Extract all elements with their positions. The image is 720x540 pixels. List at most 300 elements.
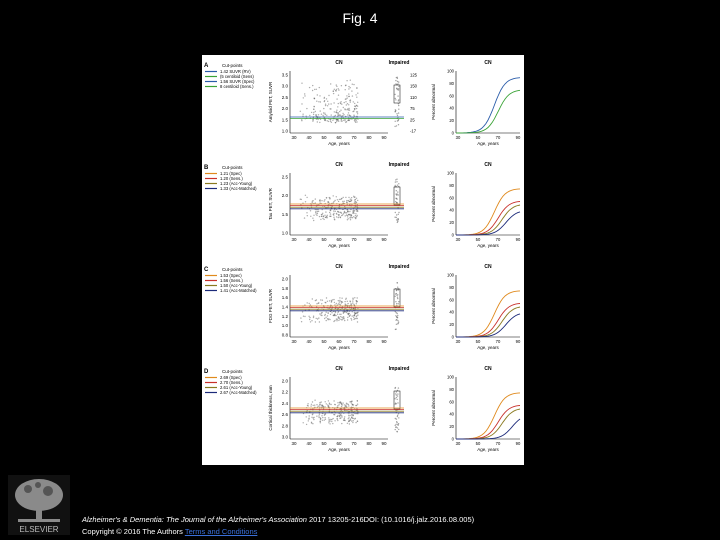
impaired-point [395, 387, 396, 388]
y-tick-label: 2.5 [281, 174, 288, 180]
y-tick-label: 2.5 [281, 94, 288, 100]
right-tick-label: 125 [410, 72, 417, 78]
scatter-point [344, 404, 345, 405]
scatter-point [338, 316, 339, 317]
scatter-point [313, 109, 314, 110]
scatter-point [312, 202, 313, 203]
scatter-point [326, 98, 327, 99]
scatter-point [331, 312, 332, 313]
scatter-point [355, 199, 356, 200]
scatter-point [303, 422, 304, 423]
scatter-point [318, 417, 319, 418]
scatter-point [306, 416, 307, 417]
impaired-point [397, 393, 398, 394]
scatter-point [315, 300, 316, 301]
impaired-point [398, 214, 399, 215]
scatter-point [345, 197, 346, 198]
scatter-point [325, 314, 326, 315]
scatter-point [336, 216, 337, 217]
scatter-point [354, 121, 355, 122]
scatter-point [357, 312, 358, 313]
scatter-point [318, 415, 319, 416]
impaired-point [396, 198, 397, 199]
scatter-point [345, 89, 346, 90]
scatter-point [328, 95, 329, 96]
scatter-point [353, 415, 354, 416]
legend-item: 1.56 (Sens.) [220, 278, 243, 283]
impaired-point [396, 421, 397, 422]
impaired-point [395, 425, 396, 426]
impaired-point [397, 289, 398, 290]
impaired-point [398, 124, 399, 125]
impaired-point [398, 423, 399, 424]
elsevier-tree-icon [8, 475, 70, 535]
legend-title: Cut-points [222, 267, 243, 272]
impaired-point [397, 399, 398, 400]
header-cn: CN [335, 366, 343, 372]
scatter-point [313, 114, 314, 115]
scatter-point [357, 93, 358, 94]
pct-y-tick: 60 [449, 195, 454, 201]
impaired-point [397, 287, 398, 288]
impaired-point [396, 290, 397, 291]
scatter-point [355, 106, 356, 107]
y-tick-label: 1.5 [281, 211, 288, 217]
scatter-point [334, 302, 335, 303]
scatter-point [333, 210, 334, 211]
scatter-point [335, 315, 336, 316]
x-tick-label: 30 [291, 441, 297, 446]
impaired-point [397, 395, 398, 396]
scatter-point [350, 318, 351, 319]
pct-y-tick: 20 [449, 220, 454, 226]
impaired-point [396, 214, 397, 215]
legend-item: 1.23 (Acc-Young) [220, 181, 253, 186]
scatter-point [343, 213, 344, 214]
scatter-point [341, 415, 342, 416]
scatter-point [333, 91, 334, 92]
scatter-point [344, 418, 345, 419]
scatter-point [333, 400, 334, 401]
scatter-point [345, 215, 346, 216]
impaired-point [398, 81, 399, 82]
scatter-point [317, 211, 318, 212]
y-tick-label: 1.5 [281, 117, 288, 123]
pct-x-tick: 90 [515, 441, 521, 446]
scatter-point [320, 418, 321, 419]
scatter-point [321, 401, 322, 402]
scatter-point [334, 414, 335, 415]
scatter-point [321, 200, 322, 201]
scatter-point [321, 415, 322, 416]
scatter-point [339, 111, 340, 112]
scatter-point [347, 423, 348, 424]
scatter-point [304, 95, 305, 96]
legend-item: 2.61 (Acc-Young) [220, 385, 253, 390]
impaired-point [395, 98, 396, 99]
scatter-point [338, 88, 339, 89]
scatter-point [352, 300, 353, 301]
impaired-point [398, 301, 399, 302]
legend-title: Cut-points [222, 165, 243, 170]
scatter-point [354, 103, 355, 104]
pct-header: CN [484, 366, 492, 372]
scatter-point [352, 422, 353, 423]
citation-line [82, 514, 474, 526]
impaired-point [397, 313, 398, 314]
impaired-point [394, 94, 395, 95]
pct-x-tick: 70 [495, 237, 501, 242]
scatter-point [352, 111, 353, 112]
pct-y-tick: 100 [447, 374, 454, 380]
scatter-point [338, 211, 339, 212]
scatter-point [317, 94, 318, 95]
scatter-point [351, 217, 352, 218]
scatter-point [314, 89, 315, 90]
impaired-point [398, 303, 399, 304]
impaired-point [395, 181, 396, 182]
pct-y-tick: 0 [451, 436, 454, 442]
impaired-point [398, 105, 399, 106]
scatter-point [333, 217, 334, 218]
scatter-point [354, 108, 355, 109]
scatter-point [344, 320, 345, 321]
scatter-point [334, 219, 335, 220]
scatter-point [319, 402, 320, 403]
scatter-point [312, 423, 313, 424]
scatter-point [321, 405, 322, 406]
impaired-point [398, 424, 399, 425]
x-tick-label: 90 [381, 237, 387, 242]
scatter-point [325, 114, 326, 115]
scatter-point [313, 419, 314, 420]
impaired-point [396, 219, 397, 220]
scatter-point [319, 414, 320, 415]
scatter-point [321, 216, 322, 217]
scatter-point [355, 418, 356, 419]
scatter-point [339, 300, 340, 301]
scatter-point [324, 98, 325, 99]
y-axis-label: Tau PET, SUVR [268, 188, 273, 220]
scatter-point [346, 201, 347, 202]
pct-header: CN [484, 162, 492, 168]
scatter-point [318, 406, 319, 407]
impaired-point [396, 190, 397, 191]
x-tick-label: 50 [321, 441, 327, 446]
impaired-point [398, 413, 399, 414]
pct-x-label: Age, years [477, 447, 499, 452]
impaired-point [398, 212, 399, 213]
scatter-point [348, 108, 349, 109]
scatter-point [335, 312, 336, 313]
scatter-point [315, 198, 316, 199]
impaired-point [397, 431, 398, 432]
scatter-point [317, 213, 318, 214]
header-impaired: Impaired [388, 264, 410, 270]
scatter-point [323, 216, 324, 217]
scatter-point [350, 87, 351, 88]
scatter-point [353, 115, 354, 116]
scatter-point [346, 406, 347, 407]
scatter-point [356, 301, 357, 302]
impaired-point [398, 103, 399, 104]
pct-y-tick: 40 [449, 207, 454, 213]
impaired-point [396, 181, 397, 182]
legend-item: 2.67 (Acc-Matched) [220, 390, 257, 395]
scatter-point [300, 111, 301, 112]
pct-y-tick: 60 [449, 399, 454, 405]
pct-x-label: Age, years [477, 243, 499, 248]
right-tick-label: 75 [410, 106, 415, 112]
scatter-point [326, 115, 327, 116]
scatter-point [305, 195, 306, 196]
x-tick-label: 80 [366, 135, 372, 140]
scatter-point [312, 298, 313, 299]
scatter-point [326, 197, 327, 198]
scatter-point [328, 422, 329, 423]
scatter-point [337, 405, 338, 406]
scatter-point [304, 217, 305, 218]
scatter-point [342, 115, 343, 116]
scatter-point [333, 201, 334, 202]
pct-y-tick: 80 [449, 182, 454, 188]
scatter-point [348, 119, 349, 120]
scatter-point [352, 95, 353, 96]
scatter-point [325, 105, 326, 106]
impaired-point [397, 95, 398, 96]
pct-header: CN [484, 60, 492, 66]
impaired-point [394, 398, 395, 399]
scatter-point [344, 301, 345, 302]
y-tick-label: 1.8 [281, 285, 288, 291]
scatter-point [343, 107, 344, 108]
impaired-point [395, 110, 396, 111]
scatter-point [325, 401, 326, 402]
y-tick-label: 1.0 [281, 323, 288, 329]
impaired-point [397, 221, 398, 222]
scatter-point [329, 319, 330, 320]
scatter-point [329, 403, 330, 404]
scatter-point [355, 213, 356, 214]
scatter-point [309, 115, 310, 116]
x-tick-label: 40 [306, 237, 312, 242]
scatter-point [338, 317, 339, 318]
panel-letter: D [204, 369, 209, 375]
scatter-point [340, 216, 341, 217]
x-tick-label: 70 [351, 339, 357, 344]
impaired-point [398, 183, 399, 184]
pct-curve [456, 393, 520, 439]
impaired-point [396, 316, 397, 317]
scatter-point [344, 108, 345, 109]
scatter-point [333, 299, 334, 300]
scatter-point [337, 420, 338, 421]
scatter-point [350, 80, 351, 81]
scatter-point [332, 418, 333, 419]
scatter-point [325, 104, 326, 105]
impaired-point [397, 282, 398, 283]
scatter-point [340, 314, 341, 315]
figure-title: Fig. 4 [342, 10, 378, 26]
scatter-point [351, 197, 352, 198]
impaired-point [396, 391, 397, 392]
impaired-point [395, 293, 396, 294]
scatter-point [324, 318, 325, 319]
scatter-point [301, 321, 302, 322]
scatter-point [324, 199, 325, 200]
header-cn: CN [335, 162, 343, 168]
x-tick-label: 80 [366, 339, 372, 344]
pct-curve [456, 90, 520, 133]
scatter-point [347, 97, 348, 98]
scatter-point [337, 304, 338, 305]
scatter-point [311, 320, 312, 321]
pct-x-tick: 50 [475, 441, 481, 446]
impaired-point [397, 320, 398, 321]
scatter-point [349, 96, 350, 97]
scatter-point [324, 417, 325, 418]
scatter-point [308, 316, 309, 317]
scatter-point [329, 423, 330, 424]
x-tick-label: 90 [381, 339, 387, 344]
scatter-point [351, 304, 352, 305]
scatter-point [310, 321, 311, 322]
scatter-point [331, 114, 332, 115]
scatter-point [357, 400, 358, 401]
scatter-point [319, 95, 320, 96]
scatter-point [352, 404, 353, 405]
impaired-point [397, 427, 398, 428]
impaired-point [396, 397, 397, 398]
y-tick-label: 2.0 [281, 106, 288, 112]
scatter-point [343, 114, 344, 115]
scatter-point [332, 299, 333, 300]
scatter-point [338, 320, 339, 321]
scatter-point [333, 315, 334, 316]
scatter-point [309, 87, 310, 88]
scatter-point [328, 417, 329, 418]
scatter-point [356, 210, 357, 211]
scatter-point [313, 215, 314, 216]
impaired-point [395, 427, 396, 428]
journal-name: Alzheimer's & Dementia: The Journal of the Alzheimer's Association [82, 515, 307, 524]
scatter-point [335, 90, 336, 91]
scatter-point [357, 404, 358, 405]
pct-header: CN [484, 264, 492, 270]
scatter-point [314, 400, 315, 401]
impaired-point [396, 202, 397, 203]
scatter-point [344, 406, 345, 407]
scatter-point [343, 197, 344, 198]
scatter-point [333, 93, 334, 94]
scatter-point [327, 101, 328, 102]
scatter-point [341, 319, 342, 320]
scatter-point [312, 90, 313, 91]
scatter-point [356, 97, 357, 98]
scatter-point [325, 317, 326, 318]
scatter-point [356, 105, 357, 106]
impaired-point [398, 112, 399, 113]
right-tick-label: 110 [410, 94, 417, 100]
figure-panel [202, 55, 524, 465]
impaired-point [395, 99, 396, 100]
scatter-point [328, 103, 329, 104]
pct-y-tick: 80 [449, 80, 454, 86]
scatter-point [336, 320, 337, 321]
scatter-point [348, 420, 349, 421]
scatter-point [341, 317, 342, 318]
impaired-point [395, 212, 396, 213]
scatter-point [325, 217, 326, 218]
legend-title: Cut-points [222, 63, 243, 68]
scatter-point [356, 111, 357, 112]
scatter-point [347, 319, 348, 320]
scatter-point [316, 89, 317, 90]
pct-x-tick: 70 [495, 441, 501, 446]
scatter-point [349, 110, 350, 111]
scatter-point [330, 314, 331, 315]
scatter-point [348, 218, 349, 219]
scatter-point [304, 316, 305, 317]
pct-curve [456, 189, 520, 235]
scatter-point [303, 316, 304, 317]
scatter-point [347, 301, 348, 302]
scatter-point [313, 119, 314, 120]
scatter-point [348, 197, 349, 198]
scatter-point [355, 318, 356, 319]
right-tick-label: 150 [410, 83, 417, 89]
scatter-point [332, 423, 333, 424]
pct-y-label: Percent abnormal [431, 390, 436, 426]
terms-link[interactable]: Terms and Conditions [184, 527, 258, 536]
legend-item: 1.56 SUVR (Spec) [220, 79, 255, 84]
impaired-point [397, 81, 398, 82]
impaired-point [395, 329, 396, 330]
scatter-point [338, 300, 339, 301]
scatter-point [330, 404, 331, 405]
scatter-point [333, 214, 334, 215]
impaired-point [397, 185, 398, 186]
scatter-point [316, 318, 317, 319]
scatter-point [321, 315, 322, 316]
scatter-point [323, 108, 324, 109]
scatter-point [325, 413, 326, 414]
y-tick-label: 1.4 [281, 304, 288, 310]
scatter-point [321, 214, 322, 215]
impaired-point [395, 429, 396, 430]
scatter-point [341, 302, 342, 303]
scatter-point [310, 304, 311, 305]
scatter-point [309, 415, 310, 416]
x-tick-label: 50 [321, 237, 327, 242]
scatter-point [333, 102, 334, 103]
scatter-point [350, 215, 351, 216]
scatter-point [328, 121, 329, 122]
scatter-point [352, 84, 353, 85]
scatter-point [334, 304, 335, 305]
scatter-point [311, 422, 312, 423]
scatter-point [308, 418, 309, 419]
scatter-point [340, 417, 341, 418]
scatter-point [348, 86, 349, 87]
y-tick-label: 1.0 [281, 230, 288, 236]
scatter-point [357, 297, 358, 298]
scatter-point [337, 416, 338, 417]
pct-curve [456, 78, 520, 133]
scatter-point [309, 319, 310, 320]
scatter-point [355, 215, 356, 216]
scatter-point [351, 319, 352, 320]
